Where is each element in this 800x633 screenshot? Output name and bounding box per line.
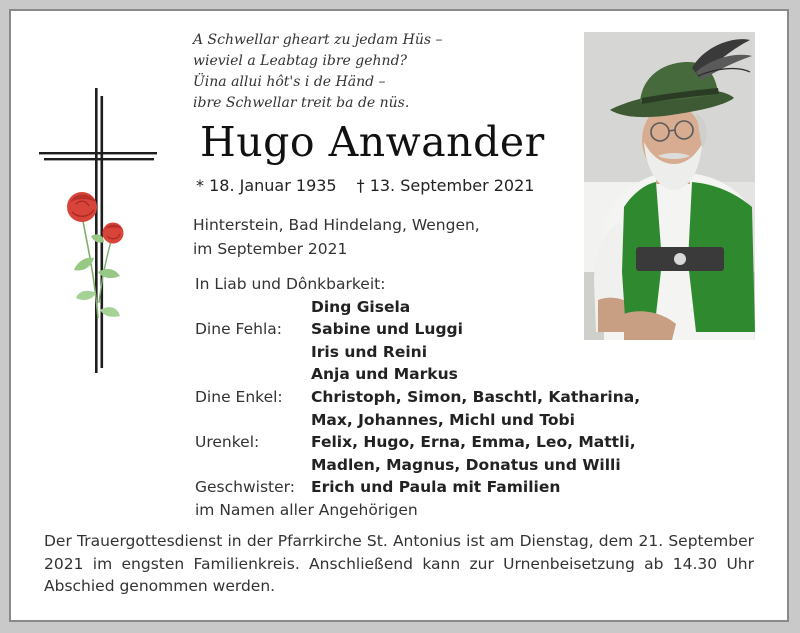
family-names: Anja und Markus <box>311 365 458 384</box>
birth-date: * 18. Januar 1935 <box>196 176 337 195</box>
family-label <box>195 341 311 364</box>
family-names: Max, Johannes, Michl und Tobi <box>311 410 575 429</box>
places-block <box>193 213 480 261</box>
family-label <box>195 296 311 319</box>
cross-icon <box>36 88 161 378</box>
places-line: Hinterstein, Bad Hindelang, Wengen, <box>193 216 480 234</box>
deceased-name: Hugo Anwander <box>200 118 545 166</box>
family-names: Ding Gisela <box>311 297 411 316</box>
portrait-photo <box>584 32 755 340</box>
family-row <box>195 363 640 386</box>
family-row <box>195 296 640 319</box>
family-row <box>195 318 640 341</box>
family-row <box>195 341 640 364</box>
family-block <box>195 273 640 522</box>
family-label: Urenkel: <box>195 433 260 452</box>
family-row <box>195 476 640 499</box>
family-row <box>195 386 640 409</box>
family-names: Madlen, Magnus, Donatus und Willi <box>311 455 621 474</box>
family-label: Dine Fehla: <box>195 320 282 339</box>
poem-line: ibre Schwellar treit ba de nüs. <box>193 95 410 111</box>
family-names: Christoph, Simon, Baschtl, Katharina, <box>311 387 641 406</box>
family-names: Erich und Paula mit Familien <box>311 478 561 497</box>
family-label <box>195 409 311 432</box>
family-row <box>195 431 640 454</box>
death-date: † 13. September 2021 <box>356 176 535 195</box>
funeral-notice: Der Trauergottesdienst in der Pfarrkirche St. Antonius ist am Dienstag, dem 21. September 2021 im engsten Familienkreis. Anschließend kann zur Urnenbeisetzung ab 14.30 Uhr Abschied genommen werden. <box>44 532 754 595</box>
poem-line: A Schwellar gheart zu jedam Hüs – <box>193 32 443 48</box>
family-names: Sabine und Luggi <box>311 320 463 339</box>
poem <box>193 30 442 114</box>
family-names: Felix, Hugo, Erna, Emma, Leo, Mattli, <box>311 433 636 452</box>
family-label: Dine Enkel: <box>195 387 283 406</box>
poem-line: wieviel a Leabtag ibre gehnd? <box>193 53 408 69</box>
family-label: Geschwister: <box>195 478 295 497</box>
family-label <box>195 363 311 386</box>
family-label <box>195 454 311 477</box>
family-row <box>195 454 640 477</box>
family-names: Iris und Reini <box>311 342 428 361</box>
date-line: im September 2021 <box>193 240 348 258</box>
family-closing: im Namen aller Angehörigen <box>195 500 418 519</box>
poem-line: Üina allui hôt's i de Händ – <box>193 74 386 90</box>
family-intro: In Liab und Dônkbarkeit: <box>195 275 386 293</box>
life-dates <box>196 176 534 195</box>
family-row <box>195 409 640 432</box>
